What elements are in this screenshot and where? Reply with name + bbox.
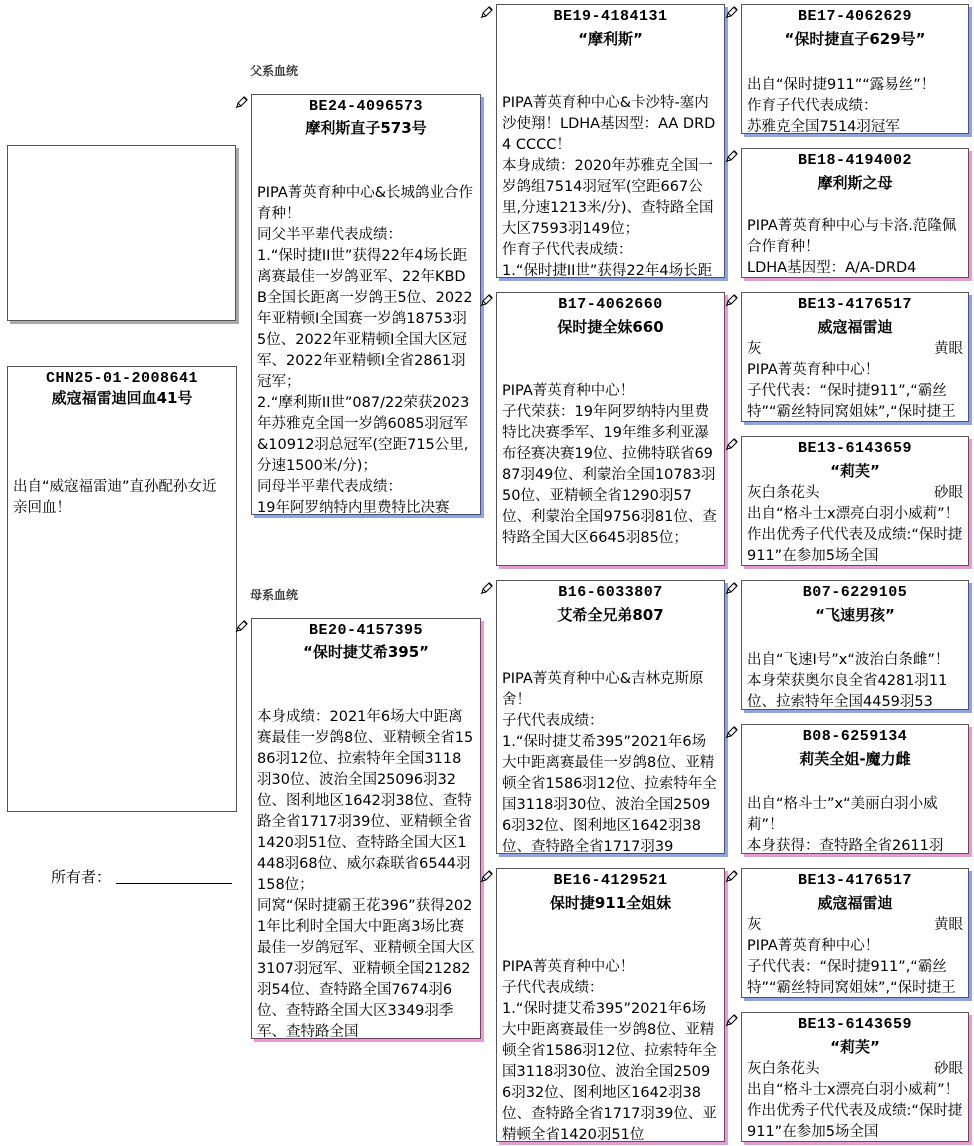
edit-pen-icon[interactable]: [480, 293, 494, 307]
edit-pen-icon[interactable]: [725, 437, 739, 451]
ggp-text: 出自“格斗士”x“美丽白羽小威莉”！ 本身获得：查特路全省2611羽: [747, 796, 944, 854]
edit-pen-icon[interactable]: [725, 1013, 739, 1027]
ggp-ring: BE13-4176517: [797, 296, 913, 313]
ggp-text: PIPA菁英育种中心！ 子代代表：“保时捷911”,“霸丝特”“霸丝特同窝姐妹”,“保时捷王: [747, 938, 956, 996]
dam-dam-text: PIPA菁英育种中心！ 子代代表成绩： 1.“保时捷艾希395”2021年6场大中距离赛最佳一岁鸽8位、亚精顿全省1586羽12位、拉索特年全国3118羽30位、波治全国25096羽32位、图利地区1642羽38位、查特路全省1717羽39位、亚精顿全省1420羽51位: [502, 959, 717, 1142]
ggp-eye: 砂眼: [934, 485, 963, 501]
sire-dam-ring: B17-4062660: [558, 296, 663, 313]
ggp-eye: 砂眼: [934, 1061, 963, 1077]
ggp-name: “保时捷直子629号”: [784, 30, 926, 48]
sire-section-label: 父系血统: [250, 64, 299, 78]
subject-text: 出自“威寇福雷迪”直孙配孙女近亲回血！: [13, 479, 217, 516]
photo-placeholder: [7, 145, 236, 321]
subject-ring: CHN25-01-2008641: [45, 370, 199, 387]
dam-name: “保时捷艾希395”: [302, 643, 430, 661]
ggp-ring: BE18-4194002: [797, 152, 913, 169]
sire-dam-name: 保时捷全妹660: [557, 318, 664, 336]
sire-card[interactable]: [251, 94, 481, 515]
dam-text: 本身成绩：2021年6场大中距离赛最佳一岁鸽8位、亚精顿全省1586羽12位、拉索特年全国3118羽30位、波治全国25096羽32位、图利地区1642羽38位、查特路全省1717羽39位、亚精顿全省1420羽51位、查特路全国大区1448羽68位、威尔森联省6544羽158位； 同窝“保时捷霸王花396”获得2021年比利时全国大中距离3场比赛最佳一岁鸽冠军、亚精顿全国大区3107羽冠军、亚精顿全国21282羽54位、查特路全国7674羽6位、查特路全国大区3349羽季军、查特路全国: [257, 709, 475, 1039]
ggp-card-4[interactable]: [741, 436, 969, 566]
dam-sire-name: 艾希全兄弟807: [557, 606, 664, 624]
sire-text: PIPA菁英育种中心&长城鸽业合作育种！ 同父半平辈代表成绩： 1.“保时捷II世”获得22年4场长距离赛最佳一岁鸽亚军、22年KBDB全国长距离一岁鸽王5位、2022年亚精顿I全国赛一岁鸽18753羽5位、2022年亚精顿I全国大区冠军、2022年亚精顿I全省2861羽冠军； 2.“摩利斯II世”087/22荣获2023年苏雅克全国一岁鸽6085羽冠军&10912羽总冠军(空距715公里,分速1500米/分)； 同母半平辈代表成绩： 19年阿罗纳特内里费特比决赛: [257, 185, 474, 515]
ggp-color: 灰: [747, 341, 762, 357]
ggp-ring: BE17-4062629: [797, 8, 913, 25]
edit-pen-icon[interactable]: [725, 5, 739, 19]
subject-card[interactable]: [7, 366, 237, 812]
ggp-name: 威寇福雷迪: [817, 894, 893, 912]
ggp-eye: 黄眼: [934, 341, 963, 357]
sire-sire-name: “摩利斯”: [578, 30, 643, 48]
edit-pen-icon[interactable]: [480, 869, 494, 883]
ggp-card-7[interactable]: [741, 868, 969, 998]
dam-sire-card[interactable]: [496, 580, 725, 854]
ggp-name: “飞速男孩”: [815, 606, 895, 624]
ggp-name: 莉芙全姐-魔力雌: [799, 750, 911, 768]
ggp-text: PIPA菁英育种中心！ 子代代表：“保时捷911”,“霸丝特”“霸丝特同窝姐妹”,“保时捷王: [747, 362, 956, 420]
owner-line[interactable]: [116, 883, 232, 884]
edit-pen-icon[interactable]: [235, 619, 249, 633]
sire-ring: BE24-4096573: [308, 98, 424, 115]
ggp-name: 摩利斯之母: [817, 174, 893, 192]
owner-label: 所有者：: [51, 868, 112, 886]
sire-sire-ring: BE19-4184131: [553, 8, 668, 25]
dam-card[interactable]: [251, 618, 481, 1039]
sire-dam-text: PIPA菁英育种中心！ 子代荣获：19年阿罗纳特内里费特比决赛季军、19年维多利亚瀑布径赛决赛19位、拉佛特联省6987羽49位、利蒙治全国10783羽50位、亚精顿全省1290羽57位、利蒙治全国9756羽81位、查特路全国大区6645羽85位；: [502, 383, 717, 546]
edit-pen-icon[interactable]: [480, 5, 494, 19]
ggp-text: 出自“保时捷911”“露易丝”！ 作育子代代表成绩： 苏雅克全国7514羽冠军: [747, 77, 936, 134]
sire-sire-card[interactable]: [496, 4, 725, 278]
ggp-color: 灰: [747, 917, 762, 933]
ggp-ring: B07-6229105: [802, 584, 908, 601]
edit-pen-icon[interactable]: [235, 95, 249, 109]
subject-name: 威寇福雷迪回血41号: [51, 389, 193, 407]
dam-sire-text: PIPA菁英育种中心&吉林克斯原舍！ 子代代表成绩： 1.“保时捷艾希395”2021年6场大中距离赛最佳一岁鸽8位、亚精顿全省1586羽12位、拉索特年全国3118羽30位、波治全国25096羽32位、图利地区1642羽38位、查特路全省1717羽39: [502, 671, 717, 854]
ggp-text: PIPA菁英育种中心与卡洛.范隆佩合作育种！ LDHA基因型：A/A-DRD4: [747, 218, 957, 276]
ggp-card-1[interactable]: [741, 4, 969, 134]
sire-name: 摩利斯直子573号: [305, 119, 427, 137]
dam-dam-name: 保时捷911全姐妹: [549, 894, 672, 912]
dam-dam-ring: BE16-4129521: [553, 872, 668, 889]
sire-dam-card[interactable]: [496, 292, 725, 566]
ggp-ring: B08-6259134: [802, 728, 908, 745]
ggp-text: 出自“飞速I号”x“波治白条雌”！ 本身荣获奥尔良全省4281羽11位、拉索特年全国4459羽53: [747, 652, 950, 710]
ggp-text: 出自“格斗士x漂亮白羽小威莉”！作出优秀子代代表及成绩:“保时捷911”在参加5场全国: [747, 506, 963, 564]
ggp-color: 灰白条花头: [747, 485, 820, 501]
dam-dam-card[interactable]: [496, 868, 725, 1142]
edit-pen-icon[interactable]: [480, 581, 494, 595]
ggp-text: 出自“格斗士x漂亮白羽小威莉”！作出优秀子代代表及成绩:“保时捷911”在参加5场全国: [747, 1082, 963, 1140]
dam-ring: BE20-4157395: [308, 622, 424, 639]
ggp-name: “莉芙”: [830, 462, 880, 480]
dam-section-label: 母系血统: [250, 588, 299, 602]
edit-pen-icon[interactable]: [725, 293, 739, 307]
sire-sire-text: PIPA菁英育种中心&卡沙特-塞内沙使翔！LDHA基因型：AA DRD4 CCCC！ 本身成绩：2020年苏雅克全国一岁鸽组7514羽冠军(空距667公里,分速1213米/分)、查特路全国大区7593羽149位； 作育子代代表成绩： 1.“保时捷II世”获得22年4场长距: [502, 95, 716, 278]
edit-pen-icon[interactable]: [725, 149, 739, 163]
dam-sire-ring: B16-6033807: [558, 584, 663, 601]
ggp-card-8[interactable]: [741, 1012, 969, 1142]
ggp-ring: BE13-6143659: [797, 1016, 913, 1033]
ggp-card-5[interactable]: [741, 580, 969, 710]
edit-pen-icon[interactable]: [725, 581, 739, 595]
edit-pen-icon[interactable]: [725, 725, 739, 739]
ggp-ring: BE13-6143659: [797, 440, 913, 457]
ggp-name: “莉芙”: [830, 1038, 880, 1056]
ggp-card-6[interactable]: [741, 724, 969, 854]
ggp-card-3[interactable]: [741, 292, 969, 422]
ggp-eye: 黄眼: [934, 917, 963, 933]
ggp-card-2[interactable]: [741, 148, 969, 278]
ggp-color: 灰白条花头: [747, 1061, 820, 1077]
edit-pen-icon[interactable]: [725, 869, 739, 883]
ggp-name: 威寇福雷迪: [817, 318, 893, 336]
ggp-ring: BE13-4176517: [797, 872, 913, 889]
